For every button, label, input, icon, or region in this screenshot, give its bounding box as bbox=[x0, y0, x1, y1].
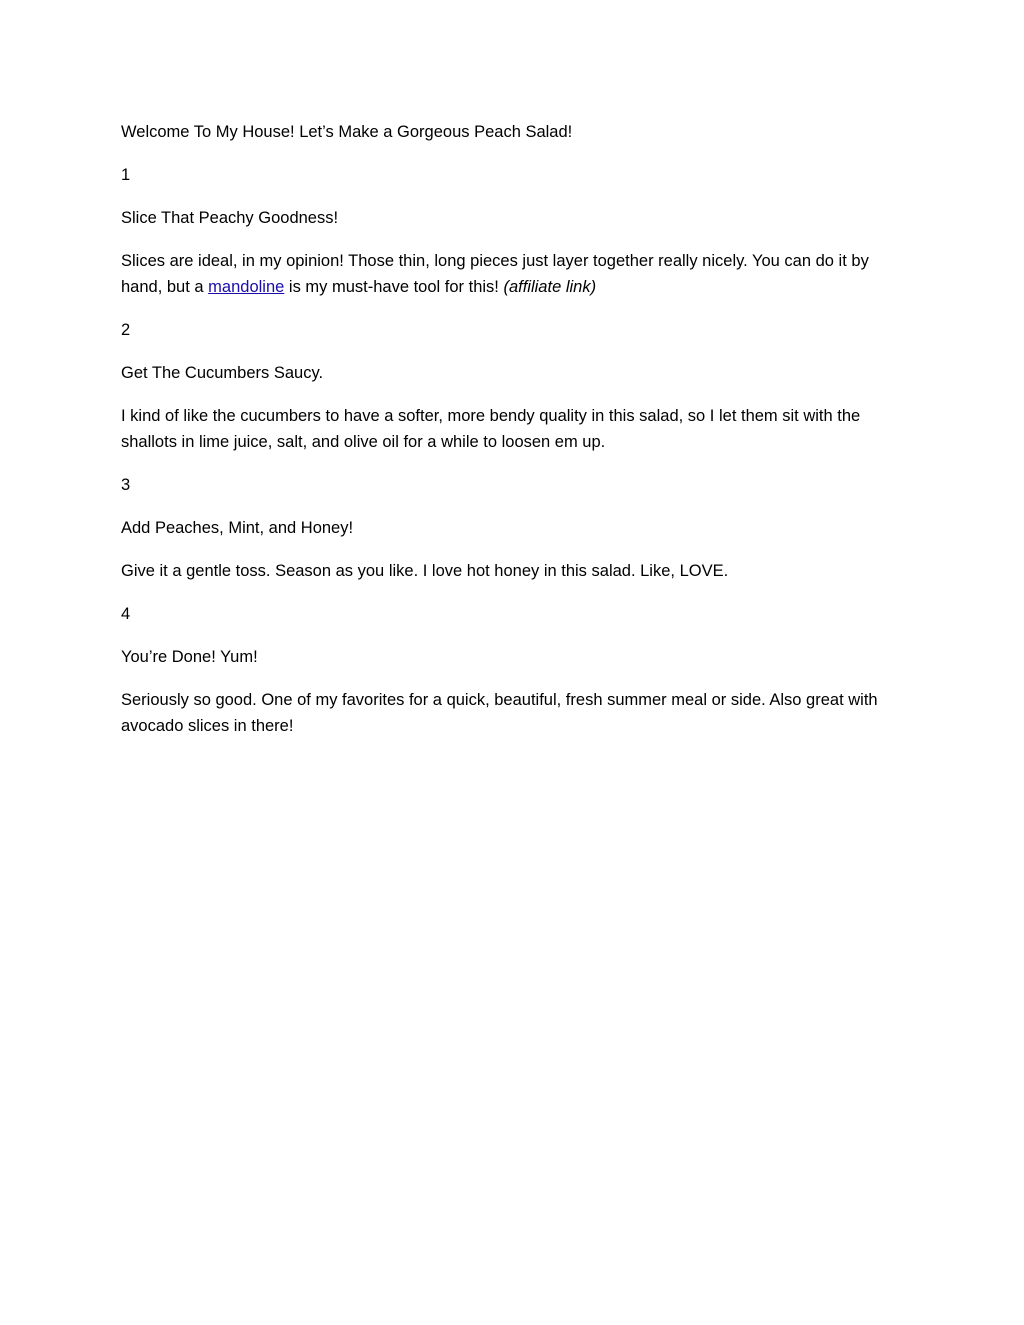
step-1-body-text: Slices are ideal, in my opinion! Those thin, long pieces just layer together really nicely. You can do it by hand, but a bbox=[121, 252, 869, 296]
step-2-number: 2 bbox=[121, 321, 131, 339]
mandoline-link[interactable]: mandoline bbox=[208, 278, 285, 296]
document-title: Welcome To My House! Let’s Make a Gorgeous Peach Salad! bbox=[121, 123, 573, 141]
step-3-number: 3 bbox=[121, 476, 131, 494]
step-4-heading: You’re Done! Yum! bbox=[121, 648, 258, 666]
step-1-body bbox=[121, 248, 911, 300]
step-1-heading: Slice That Peachy Goodness! bbox=[121, 209, 339, 227]
step-1-body-text-after-link: is my must-have tool for this! bbox=[284, 278, 504, 296]
step-1-number: 1 bbox=[121, 166, 131, 184]
step-4-number: 4 bbox=[121, 605, 131, 623]
step-2-heading: Get The Cucumbers Saucy. bbox=[121, 364, 324, 382]
affiliate-note: (affiliate link) bbox=[503, 278, 597, 296]
step-2-body: I kind of like the cucumbers to have a softer, more bendy quality in this salad, so I let them sit with the shallots in lime juice, salt, and olive oil for a while to loosen em up. bbox=[121, 407, 861, 451]
step-4-body: Seriously so good. One of my favorites for a quick, beautiful, fresh summer meal or side. Also great with avocado slices in there! bbox=[121, 691, 878, 735]
step-3-heading: Add Peaches, Mint, and Honey! bbox=[121, 519, 354, 537]
step-3-body: Give it a gentle toss. Season as you like. I love hot honey in this salad. Like, LOVE. bbox=[121, 562, 729, 580]
document-page bbox=[121, 119, 911, 756]
